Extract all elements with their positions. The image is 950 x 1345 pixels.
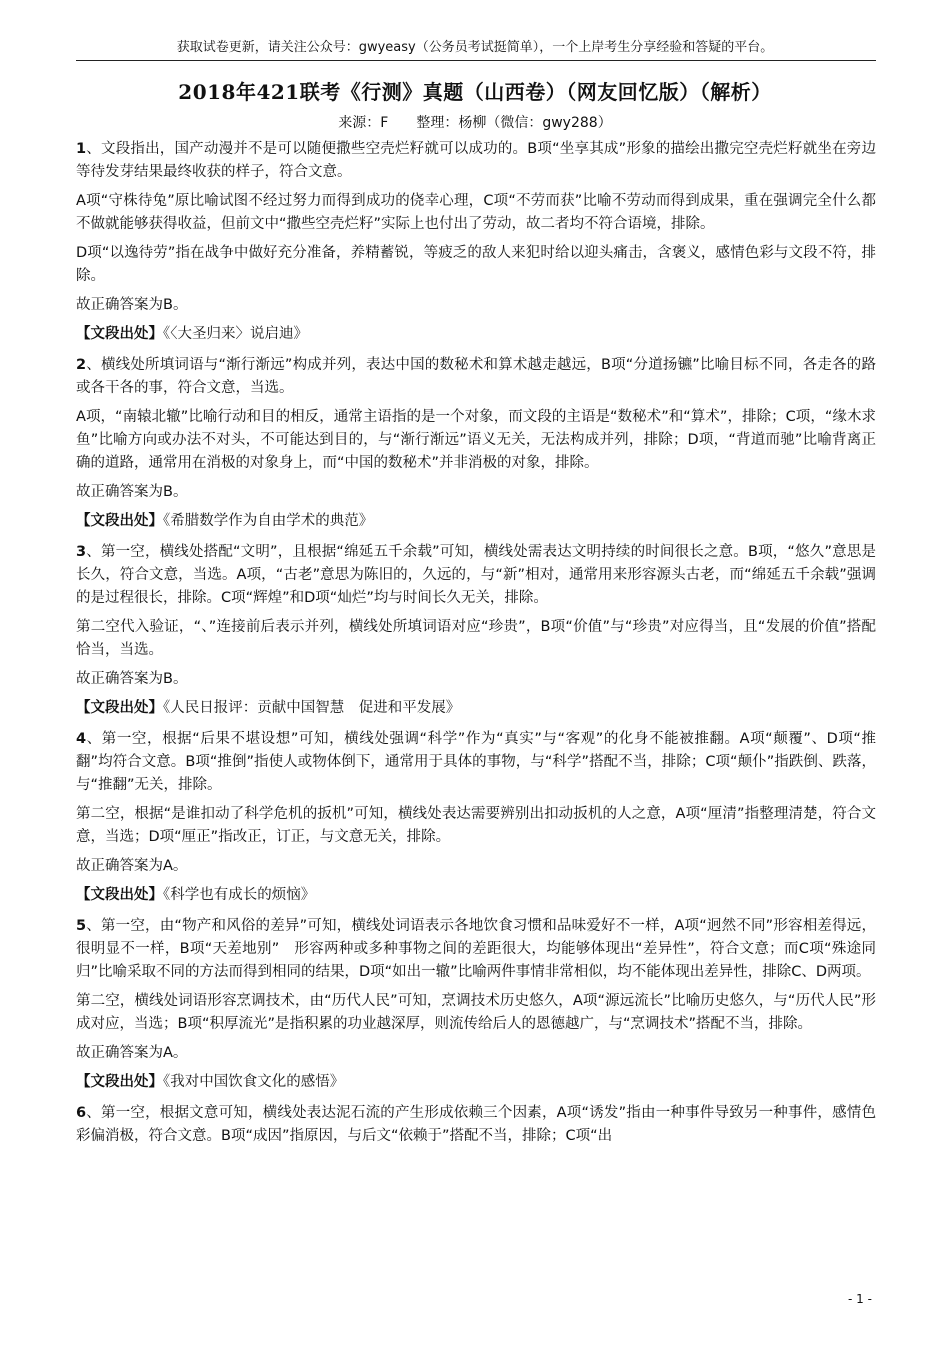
paragraph-text: 、第一空，根据“后果不堪设想”可知，横线处强调“科学”作为“真实”与“客观”的化身不能被推翻。A项“颠覆”、D项“推翻”均符合文意。B项“推倒”指使人或物体倒下，通常用于具体的事物，与“科学”搭配不当，排除；C项“颠仆”指跌倒、跌落，与“推翻”无关，排除。	[76, 731, 876, 793]
question-6-lead	[76, 1102, 876, 1148]
answer-line: 故正确答案为B。	[76, 671, 188, 687]
question-2-lead	[76, 354, 876, 400]
question-5-paragraph: 第二空，横线处词语形容烹调技术，由“历代人民”可知，烹调技术历史悠久，A项“源远流长”比喻历史悠久，与“历代人民”形成对应，当选；B项“积厚流光”是指积累的功业越深厚，则流传给后人的恩德越广，与“烹调技术”搭配不当，排除。	[76, 993, 876, 1032]
source-citation	[76, 1071, 876, 1094]
answer-line: 故正确答案为B。	[76, 484, 188, 500]
citation-label: 【文段出处】	[76, 513, 163, 529]
question-number: 6	[76, 1105, 87, 1121]
question-2-paragraph: A项，“南辕北辙”比喻行动和目的相反，通常主语指的是一个对象，而文段的主语是“数秘术”和“算术”，排除；C项，“缘木求鱼”比喻方向或办法不对头，不可能达到目的，与“渐行渐远”语义无关，无法构成并列，排除；D项，“背道而驰”比喻背离正确的道路，通常用在消极的对象身上，而“中国的数秘术”并非消极的对象，排除。	[76, 409, 876, 471]
paragraph-text: 、文段指出，国产动漫并不是可以随便撒些空壳烂籽就可以成功的。B项“坐享其成”形象的描绘出撒完空壳烂籽就坐在旁边等待发芽结果最终收获的样子，符合文意。	[76, 141, 876, 180]
question-number: 5	[76, 918, 87, 934]
question-3-paragraph: 第二空代入验证，“、”连接前后表示并列，横线处所填词语对应“珍贵”，B项“价值”与“珍贵”对应得当，且“发展的价值”搭配恰当，当选。	[76, 619, 876, 658]
page-number: - 1 -	[848, 1292, 872, 1306]
answer-line: 故正确答案为A。	[76, 858, 188, 874]
citation-title: 《科学也有成长的烦恼》	[163, 887, 316, 903]
question-4-lead	[76, 728, 876, 797]
question-number: 3	[76, 544, 87, 560]
page-title: 2018年421联考《行测》真题（山西卷）（网友回忆版）（解析）	[178, 80, 772, 104]
source-citation	[76, 884, 876, 907]
answer-line: 故正确答案为B。	[76, 297, 188, 313]
citation-label: 【文段出处】	[76, 700, 163, 716]
question-4-paragraph: 第二空，根据“是谁扣动了科学危机的扳机”可知，横线处表达需要辨别出扣动扳机的人之意，A项“厘清”指整理清楚，符合文意，当选；D项“厘正”指改正，订正，与文意无关，排除。	[76, 806, 876, 845]
paragraph-text: 、第一空，横线处搭配“文明”，且根据“绵延五千余载”可知，横线处需表达文明持续的时间很长之意。B项，“悠久”意思是长久，符合文意，当选。A项，“古老”意思为陈旧的，久远的，与“新”相对，通常用来形容源头古老，而“绵延五千余载”强调的是过程很长，排除。C项“辉煌”和D项“灿烂”均与时间长久无关，排除。	[76, 544, 876, 606]
source-line: 来源：F 整理：杨柳（微信：gwy288）	[338, 115, 612, 131]
header-note: 获取试卷更新，请关注公众号：gwyeasy（公务员考试挺简单），一个上岸考生分享经验和答疑的平台。	[176, 40, 774, 55]
header-divider	[76, 60, 876, 61]
question-1-lead	[76, 138, 876, 184]
question-number: 1	[76, 141, 87, 157]
question-number: 4	[76, 731, 87, 747]
question-1-paragraph: D项“以逸待劳”指在战争中做好充分准备，养精蓄锐，等疲乏的敌人来犯时给以迎头痛击，含褒义，感情色彩与文段不符，排除。	[76, 245, 876, 284]
citation-label: 【文段出处】	[76, 887, 163, 903]
question-3-lead	[76, 541, 876, 610]
paragraph-text: 、第一空，根据文意可知，横线处表达泥石流的产生形成依赖三个因素，A项“诱发”指由一种事件导致另一种事件，感情色彩偏消极，符合文意。B项“成因”指原因，与后文“依赖于”搭配不当，排除；C项“出	[76, 1105, 876, 1144]
citation-title: 《希腊数学作为自由学术的典范》	[163, 513, 374, 529]
paragraph-text: 、第一空，由“物产和风俗的差异”可知，横线处词语表示各地饮食习惯和品味爱好不一样，A项“迥然不同”形容相差得远，很明显不一样，B项“天差地别” 形容两种或多种事物之间的差距很大，均能够体现出“差异性”，符合文意；而C项“殊途同归”比喻采取不同的方法而得到相同的结果，D项“如出一辙”比喻两件事情非常相似，均不能体现出差异性，排除C、D两项。	[76, 918, 876, 980]
citation-label: 【文段出处】	[76, 1074, 163, 1090]
source-citation	[76, 697, 876, 720]
question-number: 2	[76, 357, 87, 373]
question-1-paragraph: A项“守株待兔”原比喻试图不经过努力而得到成功的侥幸心理，C项“不劳而获”比喻不劳动而得到成果，重在强调完全什么都不做就能够获得收益，但前文中“撒些空壳烂籽”实际上也付出了劳动，故二者均不符合语境，排除。	[76, 193, 876, 232]
citation-label: 【文段出处】	[76, 326, 163, 342]
question-5-lead	[76, 915, 876, 984]
source-citation	[76, 510, 876, 533]
citation-title: 《人民日报评：贡献中国智慧 促进和平发展》	[163, 700, 461, 716]
answer-line: 故正确答案为A。	[76, 1045, 188, 1061]
document-body	[76, 138, 876, 1154]
paragraph-text: 、横线处所填词语与“渐行渐远”构成并列，表达中国的数秘术和算术越走越远，B项“分道扬镳”比喻目标不同，各走各的路或各干各的事，符合文意，当选。	[76, 357, 876, 396]
citation-title: 《〈大圣归来〉说启迪》	[163, 326, 308, 342]
citation-title: 《我对中国饮食文化的感悟》	[163, 1074, 345, 1090]
source-citation	[76, 323, 876, 346]
